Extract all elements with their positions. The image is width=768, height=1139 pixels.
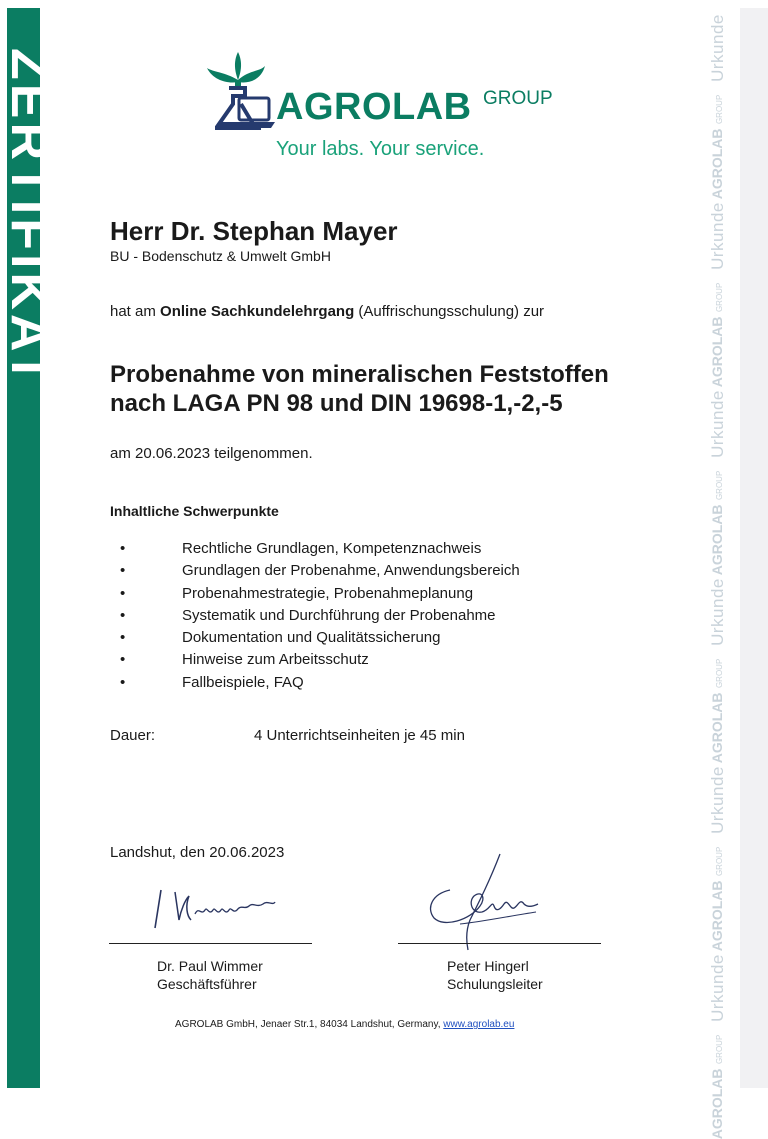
brand-tagline: Your labs. Your service. (276, 138, 485, 160)
signatory-name: Peter Hingerl (447, 958, 529, 974)
signature-wimmer (145, 880, 285, 935)
course-title-line1: Probenahme von mineralischen Feststoffen (110, 361, 609, 388)
list-item (120, 673, 520, 695)
topic-text: Dokumentation und Qualitätssicherung (182, 629, 441, 647)
page-edge-strip (740, 8, 768, 1088)
watermark-word: Urkunde (708, 202, 727, 270)
watermark-brand: AGROLAB GROUP (709, 470, 725, 576)
duration-label: Dauer: (110, 727, 156, 744)
bullet-icon: • (120, 540, 126, 557)
recipient-company: BU - Bodenschutz & Umwelt GmbH (110, 248, 331, 264)
signatory-right (447, 957, 543, 993)
course-type: Online Sachkundelehrgang (160, 303, 355, 320)
bullet-icon: • (120, 606, 126, 624)
signatory-name: Dr. Paul Wimmer (157, 958, 263, 974)
attendance-suffix: (Auffrischungsschulung) zur (354, 303, 545, 320)
signatory-left (157, 957, 263, 993)
topic-text: Probenahmestrategie, Probenahmeplanung (182, 584, 474, 602)
bullet-icon: • (120, 673, 126, 691)
topic-text: Rechtliche Grundlagen, Kompetenznachweis (182, 540, 482, 557)
bullet-icon: • (120, 562, 126, 580)
side-banner (0, 8, 58, 1088)
list-item (120, 628, 520, 650)
recipient-name: Herr Dr. Stephan Mayer (110, 216, 398, 246)
list-item (120, 606, 520, 628)
list-item (120, 539, 520, 561)
footer (175, 1019, 514, 1030)
list-item (120, 584, 520, 606)
signatory-role: Geschäftsführer (157, 976, 257, 992)
watermark-brand: AGROLAB GROUP (709, 658, 725, 764)
bullet-icon: • (120, 584, 126, 602)
watermark-brand: AGROLAB GROUP (709, 846, 725, 952)
attendance-prefix: hat am (110, 303, 161, 320)
brand-group: GROUP (483, 88, 553, 109)
watermark-word: Urkunde (708, 14, 727, 82)
topic-text: Grundlagen der Probenahme, Anwendungsbereich (182, 562, 520, 580)
watermark-word: Urkunde (708, 578, 727, 646)
place-date: Landshut, den 20.06.2023 (110, 844, 285, 861)
website-link[interactable]: www.agrolab.eu (443, 1019, 515, 1030)
topic-text: Systematik und Durchführung der Probenahme (182, 606, 496, 624)
bullet-icon: • (120, 651, 126, 669)
attendance-line (110, 303, 544, 320)
watermark-column (702, 8, 734, 1139)
watermark-brand: AGROLAB GROUP (709, 94, 725, 200)
signature-line-left (109, 943, 312, 944)
brand-name: AGROLAB (276, 86, 472, 128)
watermark-word: Urkunde (708, 766, 727, 834)
topic-text: Fallbeispiele, FAQ (182, 673, 304, 691)
watermark-brand: AGROLAB GROUP (709, 1034, 725, 1139)
side-banner-text (0, 48, 58, 468)
svg-text:ZERTIFIKAT: ZERTIFIKAT (0, 48, 58, 388)
topics-heading: Inhaltliche Schwerpunkte (110, 503, 279, 519)
duration-value: 4 Unterrichtseinheiten je 45 min (254, 727, 465, 744)
signature-line-right (398, 943, 601, 944)
course-title-line2: nach LAGA PN 98 und DIN 19698-1,-2,-5 (110, 390, 563, 417)
list-item (120, 561, 520, 583)
watermark-brand: AGROLAB GROUP (709, 282, 725, 388)
bullet-icon: • (120, 629, 126, 647)
course-title (110, 360, 609, 418)
topic-text: Hinweise zum Arbeitsschutz (182, 651, 369, 669)
watermark-word: Urkunde (708, 390, 727, 458)
signature-hingerl (420, 850, 550, 955)
footer-address: AGROLAB GmbH, Jenaer Str.1, 84034 Landshut, Germany, (175, 1019, 444, 1030)
topics-list (120, 539, 520, 695)
list-item (120, 650, 520, 672)
watermark-word: Urkunde (708, 954, 727, 1022)
participation-date: am 20.06.2023 teilgenommen. (110, 445, 313, 462)
signatory-role: Schulungsleiter (447, 976, 543, 992)
